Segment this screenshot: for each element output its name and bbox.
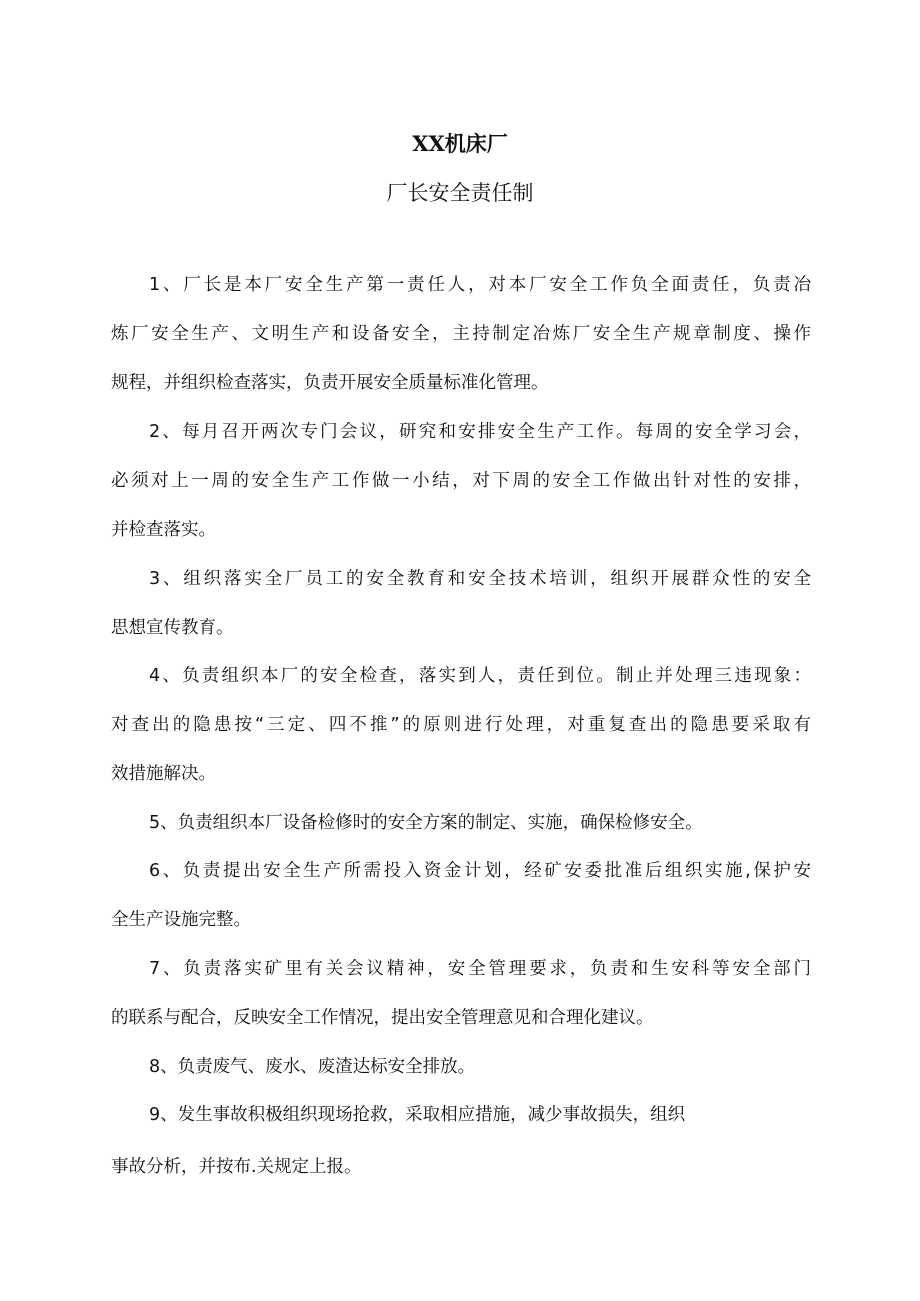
- paragraph-line: 7、负责落实矿里有关会议精神，安全管理要求，负责和生安科等安全部门: [149, 959, 811, 979]
- paragraph-line: 思想宣传教育。: [111, 618, 234, 638]
- paragraph-line: 并检查落实。: [111, 520, 216, 540]
- paragraph-line: 全生产设施完整。: [111, 910, 251, 930]
- paragraph-line: 1、厂长是本厂安全生产第一责任人，对本厂安全工作负全面责任，负责冶: [149, 275, 811, 295]
- paragraph-line: 事故分析，并按布.关规定上报。: [111, 1157, 362, 1177]
- paragraph-line: 8、负责废气、废水、废渣达标安全排放。: [149, 1057, 476, 1077]
- paragraph-line: 3、组织落实全厂员工的安全教育和安全技术培训，组织开展群众性的安全: [149, 569, 811, 589]
- paragraph-line: 炼厂安全生产、文明生产和设备安全，主持制定冶炼厂安全生产规章制度、操作: [111, 324, 811, 344]
- paragraph-line: 效措施解决。: [111, 764, 216, 784]
- paragraph-line: 4、负责组织本厂的安全检查，落实到人，责任到位。制止并处理三违现象：: [149, 666, 811, 686]
- paragraph-line: 9、发生事故积极组织现场抢救，采取相应措施，减少事故损失，组织: [149, 1105, 686, 1125]
- paragraph-line: 的联系与配合，反映安全工作情况，提出安全管理意见和合理化建议。: [111, 1008, 654, 1028]
- paragraph-line: 必须对上一周的安全生产工作做一小结，对下周的安全工作做出针对性的安排，: [111, 471, 811, 491]
- paragraph-line: 对查出的隐患按“三定、四不推”的原则进行处理，对重复查出的隐患要采取有: [111, 715, 811, 735]
- paragraph-line: 规程，并组织检查落实，负责开展安全质量标准化管理。: [111, 373, 549, 393]
- organization-title: XX机床厂: [412, 131, 508, 156]
- document-title: 厂长安全责任制: [386, 181, 534, 205]
- paragraph-line: 2、每月召开两次专门会议，研究和安排安全生产工作。每周的安全学习会，: [149, 422, 811, 442]
- paragraph-line: 6、负责提出安全生产所需投入资金计划，经矿安委批准后组织实施,保护安: [149, 861, 811, 881]
- paragraph-line: 5、负责组织本厂设备检修时的安全方案的制定、实施，确保检修安全。: [149, 813, 703, 833]
